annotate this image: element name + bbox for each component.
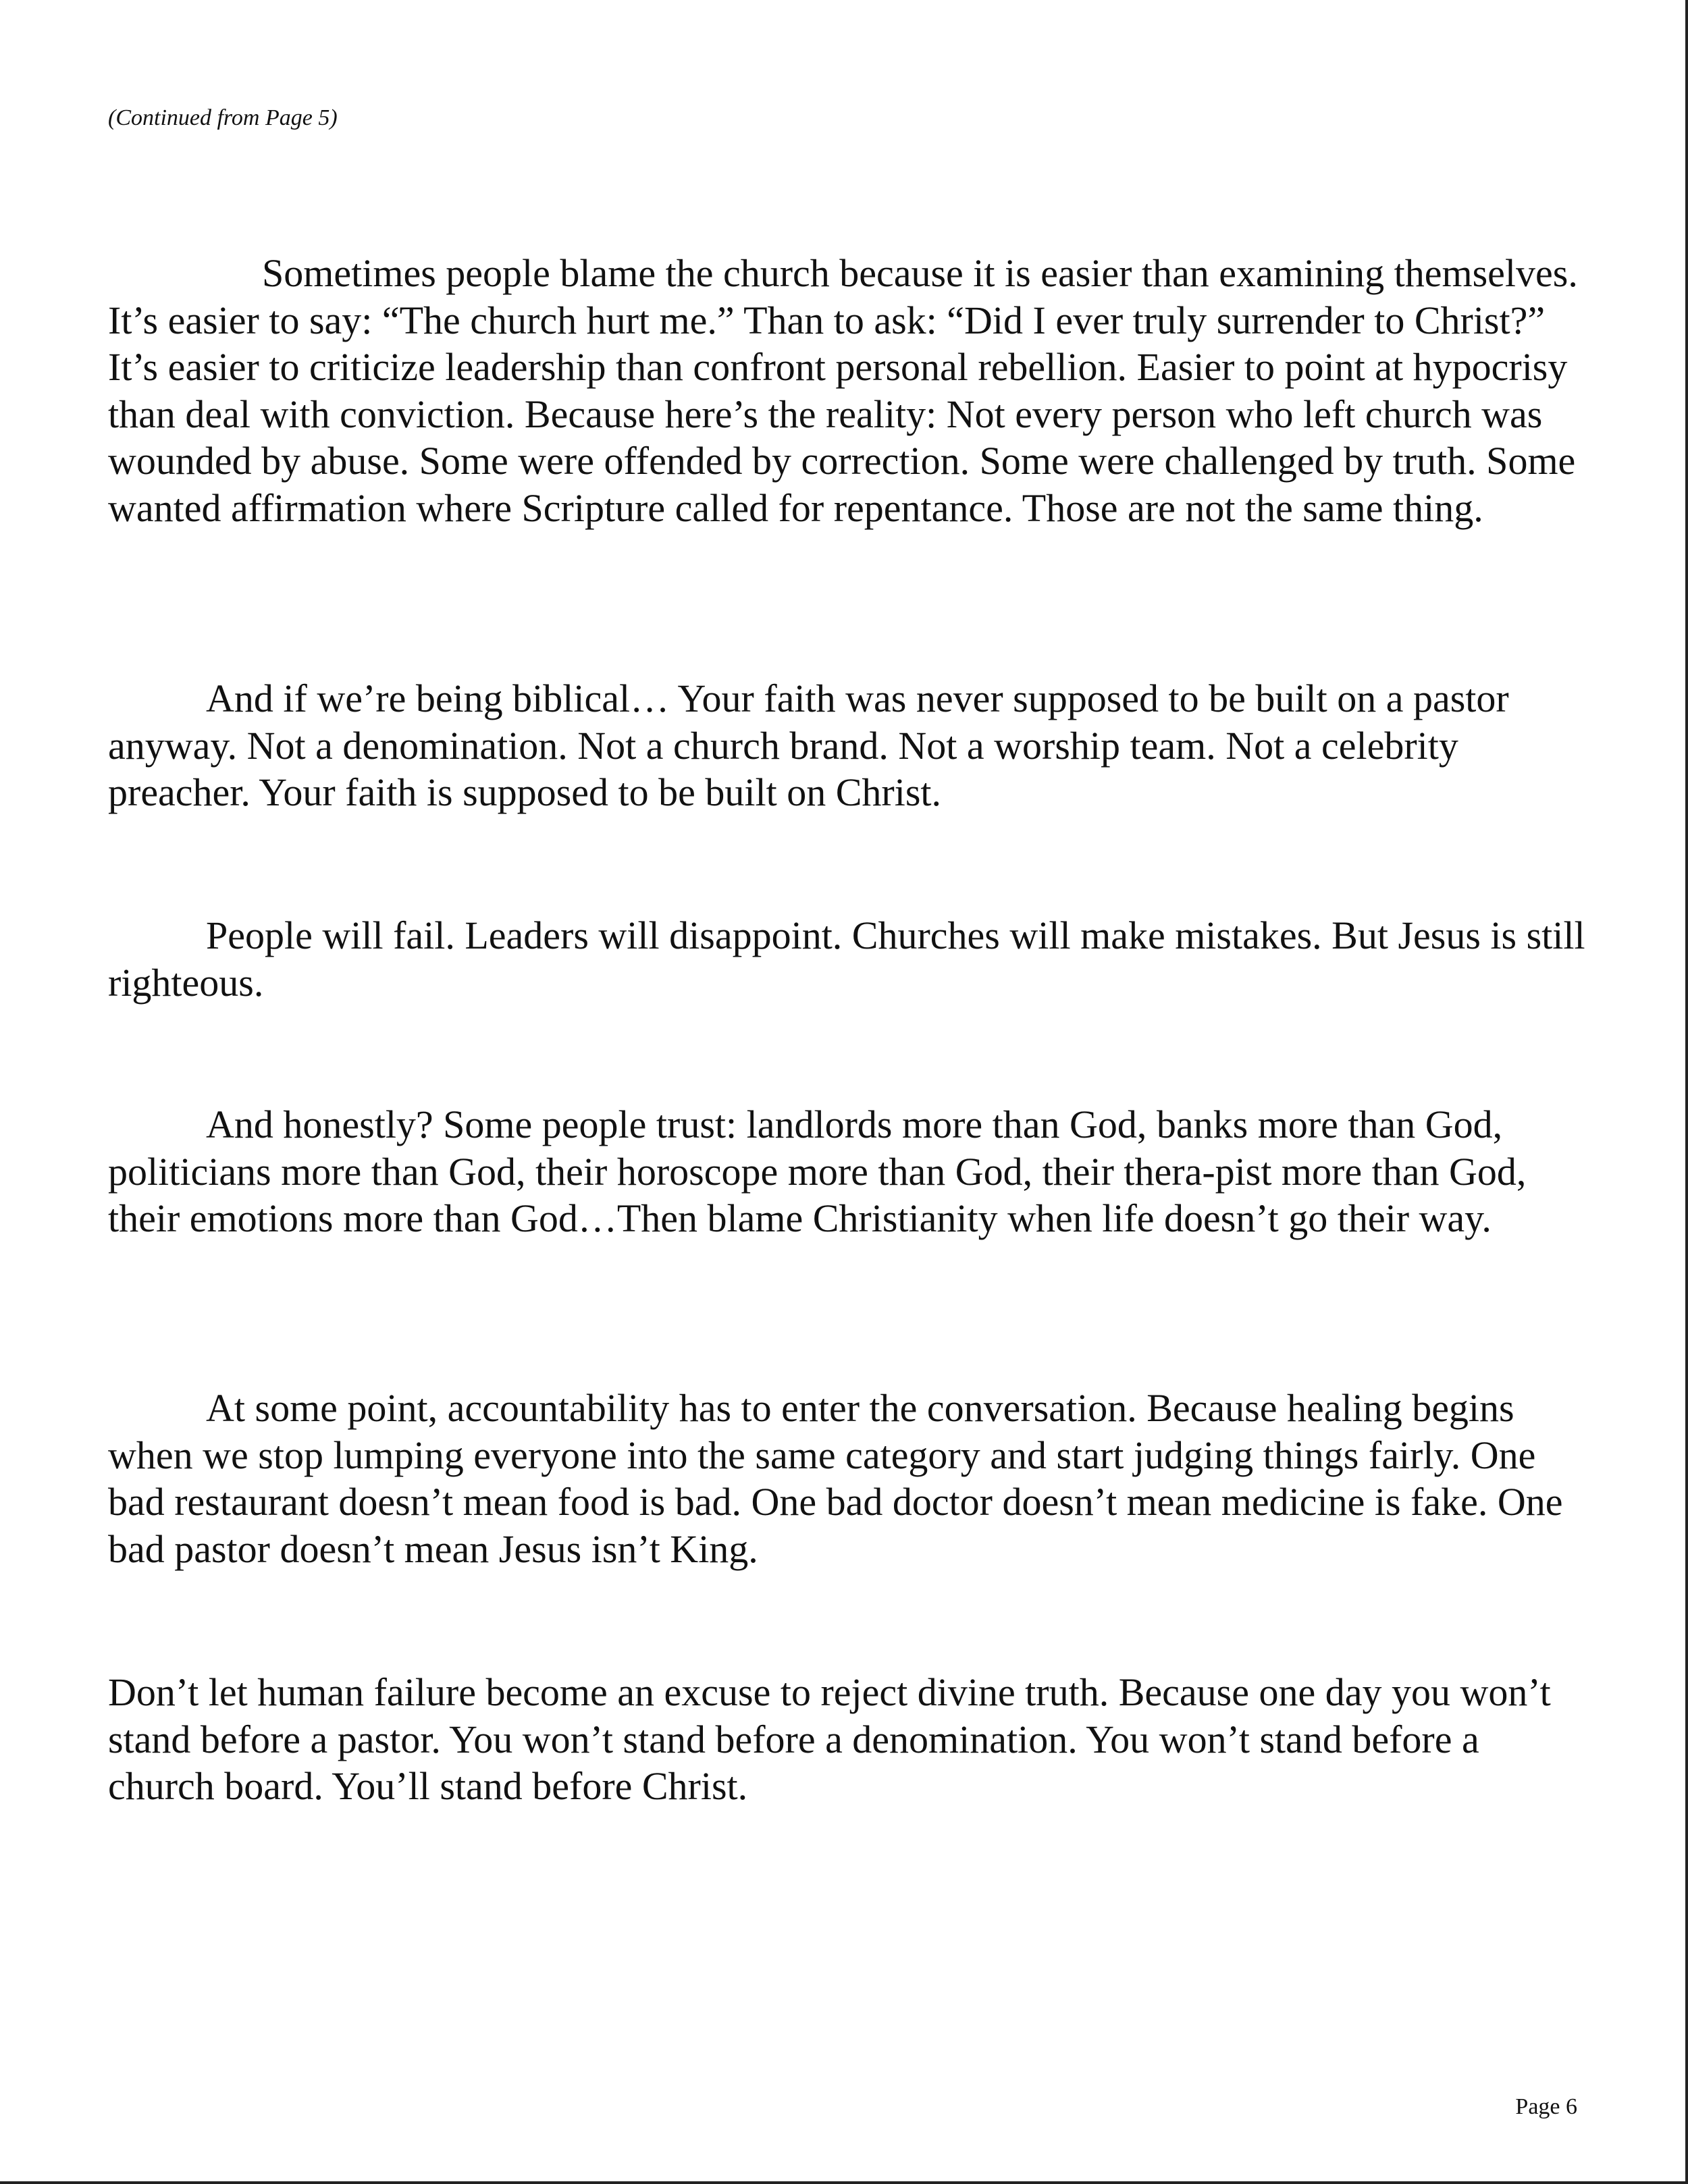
paragraph: And if we’re being biblical… Your faith was never supposed to be built on a pastor anyway. Not a denomination. Not a church brand. Not a worship team. Not a celebrity preacher. Your faith is supposed to be built on Christ. <box>108 676 1509 814</box>
page-number: Page 6 <box>1515 2094 1577 2119</box>
paragraph: Sometimes people blame the church because it is easier than examining themselves. It’s easier to say: “The church hurt me.” Than to ask: “Did I ever truly surrender to Christ?” It’s easier to criticize leadership than confront personal rebellion. Easier to point at hypocrisy than deal with conviction. Because here’s the reality: Not every person who left church was wounded by abuse. Some were offended by correction. Some were challenged by truth. Some wanted affirmation where Scripture called for repentance. Those are not the same thing. <box>108 251 1578 530</box>
paragraph: People will fail. Leaders will disappoint. Churches will make mistakes. But Jesus is still righteous. <box>108 913 1585 1005</box>
paragraph: And honestly? Some people trust: landlords more than God, banks more than God, politicians more than God, their horoscope more than God, their thera-pist more than God, their emotions more than God…Then blame Christianity when life doesn’t go their way. <box>108 1102 1527 1240</box>
paragraph: Don’t let human failure become an excuse to reject divine truth. Because one day you won’t stand before a pastor. You won’t stand before a denomination. You won’t stand before a church board. You’ll stand before Christ. <box>108 1670 1551 1808</box>
continued-note: (Continued from Page 5) <box>108 105 338 130</box>
paragraph: At some point, accountability has to enter the conversation. Because healing begins when we stop lumping everyone into the same category and start judging things fairly. One bad restaurant doesn’t mean food is bad. One bad doctor doesn’t mean medicine is fake. One bad pastor doesn’t mean Jesus isn’t King. <box>108 1386 1563 1571</box>
